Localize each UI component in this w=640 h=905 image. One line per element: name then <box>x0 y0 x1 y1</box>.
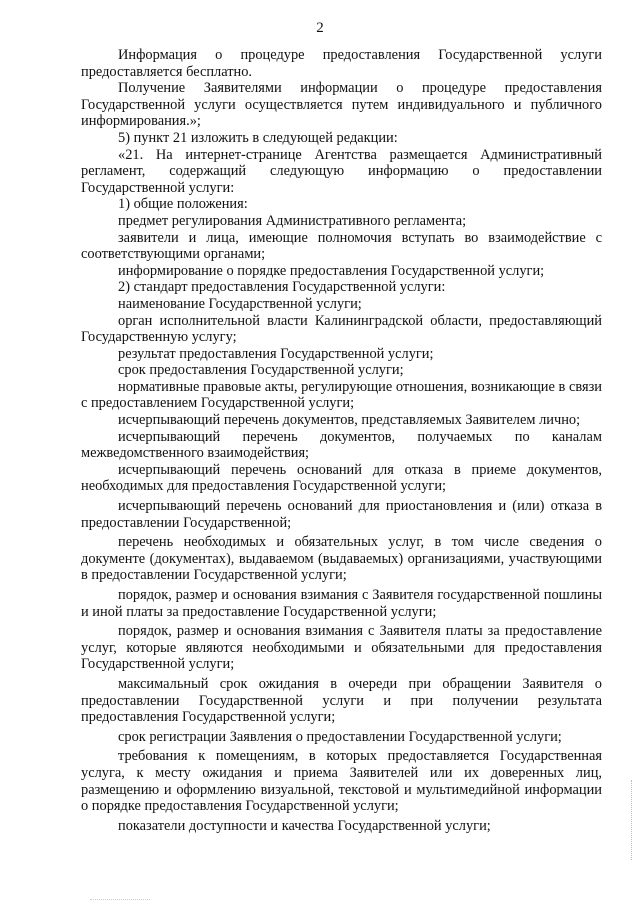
paragraph: срок предоставления Государственной услуги; <box>118 362 404 379</box>
paragraph: исчерпывающий перечень оснований для отказа в приеме документов, необходимых для предоставления Государственной услуги; <box>81 461 602 495</box>
paragraph: требования к помещениям, в которых предоставляется Государственная услуга, к месту ожидания и приема Заявителей или их доверенных лиц, размещению и оформлению визуальной, текстовой и мультимедийной информации о порядке предоставления Государственной услуги; <box>81 748 602 815</box>
paragraph: исчерпывающий перечень документов, получаемых по каналам межведомственного взаимодействия; <box>81 428 602 462</box>
paragraph: 5) пункт 21 изложить в следующей редакции: <box>118 129 398 146</box>
paragraph: Получение Заявителями информации о процедуре предоставления Государственной услуги осуществляется путем индивидуального и публичного информирования.»; <box>81 80 602 130</box>
paragraph: предмет регулирования Административного регламента; <box>118 212 467 229</box>
page-number: 2 <box>316 20 324 36</box>
paragraph: 2) стандарт предоставления Государственной услуги: <box>118 279 446 296</box>
paragraph: порядок, размер и основания взимания с Заявителя платы за предоставление услуг, которые являются необходимыми и обязательными для предоставления Государственной услуги; <box>81 623 602 673</box>
paragraph: наименование Государственной услуги; <box>118 295 362 312</box>
document-body <box>81 47 602 834</box>
paragraph: информирование о порядке предоставления Государственной услуги; <box>118 262 545 279</box>
paragraph: показатели доступности и качества Государственной услуги; <box>118 817 491 834</box>
paragraph: «21. На интернет-странице Агентства размещается Административный регламент, содержащий следующую информацию о предоставлении Государственной услуги: <box>81 146 602 196</box>
scan-artifact <box>90 899 150 900</box>
paragraph: исчерпывающий перечень оснований для приостановления и (или) отказа в предоставлении Государственной; <box>81 498 602 531</box>
paragraph: исчерпывающий перечень документов, представляемых Заявителем лично; <box>118 412 581 429</box>
paragraph: орган исполнительной власти Калининградской области, предоставляющий Государственную услугу; <box>81 312 602 346</box>
paragraph: срок регистрации Заявления о предоставлении Государственной услуги; <box>118 728 562 745</box>
paragraph: максимальный срок ожидания в очереди при обращении Заявителя о предоставлении Государственной услуги и при получении результата предоставления Государственной услуги; <box>81 675 602 726</box>
paragraph: результат предоставления Государственной услуги; <box>118 345 434 362</box>
paragraph: порядок, размер и основания взимания с Заявителя государственной пошлины и иной платы за предоставление Государственной услуги; <box>81 587 602 620</box>
scan-artifact <box>631 780 634 860</box>
paragraph: перечень необходимых и обязательных услуг, в том числе сведения о документе (документах), выдаваемом (выдаваемых) организациями, участвующими в предоставлении Государственной услуги; <box>81 534 602 584</box>
paragraph: 1) общие положения: <box>118 196 248 213</box>
paragraph: Информация о процедуре предоставления Государственной услуги предоставляется бесплатно. <box>81 47 602 80</box>
paragraph: заявители и лица, имеющие полномочия вступать во взаимодействие с соответствующими органами; <box>81 229 602 263</box>
paragraph: нормативные правовые акты, регулирующие отношения, возникающие в связи с предоставлением Государственной услуги; <box>81 378 602 412</box>
